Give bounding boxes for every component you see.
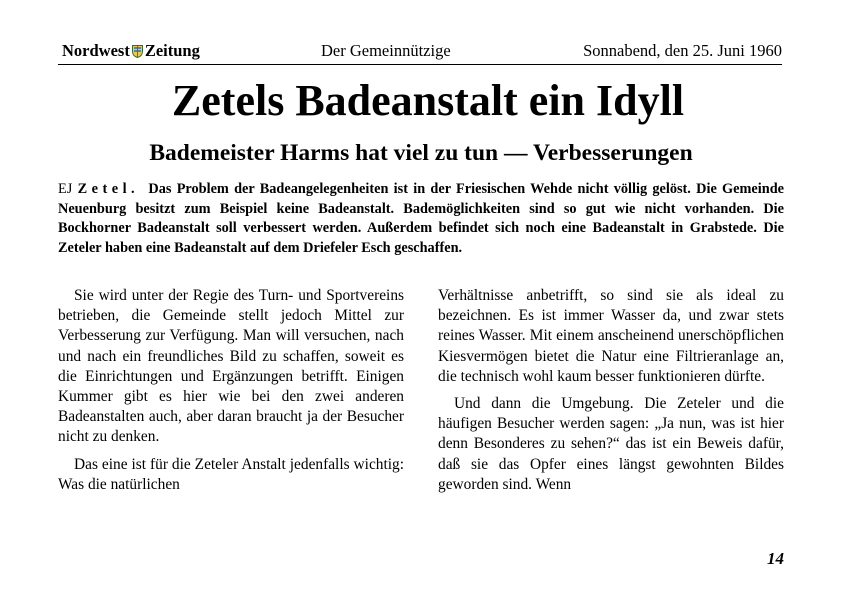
supplement-name: Der Gemeinnützige — [321, 41, 451, 60]
paper-name — [62, 41, 200, 61]
text-column-2 — [438, 286, 784, 502]
dateline-place: Zetel. — [77, 181, 140, 197]
paper-name-part-2: Zeitung — [144, 41, 200, 60]
paragraph: Sie wird unter der Regie des Turn- und Sportvereins betrieben, die Gemeinde stellt jedoch Mittel zur Verbesserung zur Verfügung. Man will versuchen, nach und nach ein freundliches Bild zu schaffen, soweit es die Einrichtungen und Ergänzungen betrifft. Einigen Kummer gibt es hier wie bei den zwei anderen Badeanstalten auch, aber daran braucht ja der Besucher nicht zu denken. — [58, 287, 404, 446]
coat-of-arms-icon — [132, 45, 143, 58]
paragraph: Und dann die Umgebung. Die Zeteler und die häufigen Besucher werden sagen: „Ja nun, was ist hier denn Besonderes zu sehen?“ das ist ein Beweis dafür, daß sie das Opfer eines längst gewohnten Bildes geworden sind. Wenn — [438, 395, 784, 493]
byline: EJ — [58, 181, 73, 197]
lead-text: Das Problem der Badeangelegenheiten ist in der Friesischen Wehde nicht völlig gelöst. Die Gemeinde Neuenburg besitzt zum Beispiel keine Badeanstalt. Bademöglichkeiten sind so gut wie nicht vorhanden. Die Bockhorner Badeanstalt soll verbessert werden. Außerdem befindet sich noch eine Badeanstalt in Grabstede. Die Zeteler haben eine Badeanstalt auf dem Driefeler Esch geschaffen. — [58, 181, 784, 256]
issue-date: Sonnabend, den 25. Juni 1960 — [583, 41, 782, 60]
header-rule — [58, 64, 782, 65]
paragraph: Verhältnisse anbetrifft, so sind sie als ideal zu bezeichnen. Es ist immer Wasser da, und zwar stets reines Wasser. Mit einem anscheinend unerschöpflichen Kiesvermögen bietet die Natur eine Filtrieranlage an, die technisch wohl kaum besser funktionieren dürfte. — [438, 287, 784, 385]
masthead — [58, 41, 782, 65]
text-column-1 — [58, 286, 404, 502]
subheadline: Bademeister Harms hat viel zu tun — Verbesserungen — [149, 140, 693, 166]
paper-name-part-1: Nordwest — [62, 41, 130, 60]
lead-paragraph — [58, 180, 784, 258]
paragraph: Das eine ist für die Zeteler Anstalt jedenfalls wichtig: Was die natürlichen — [58, 455, 404, 493]
page-number: 14 — [767, 549, 784, 568]
headline: Zetels Badeanstalt ein Idyll — [171, 76, 685, 125]
